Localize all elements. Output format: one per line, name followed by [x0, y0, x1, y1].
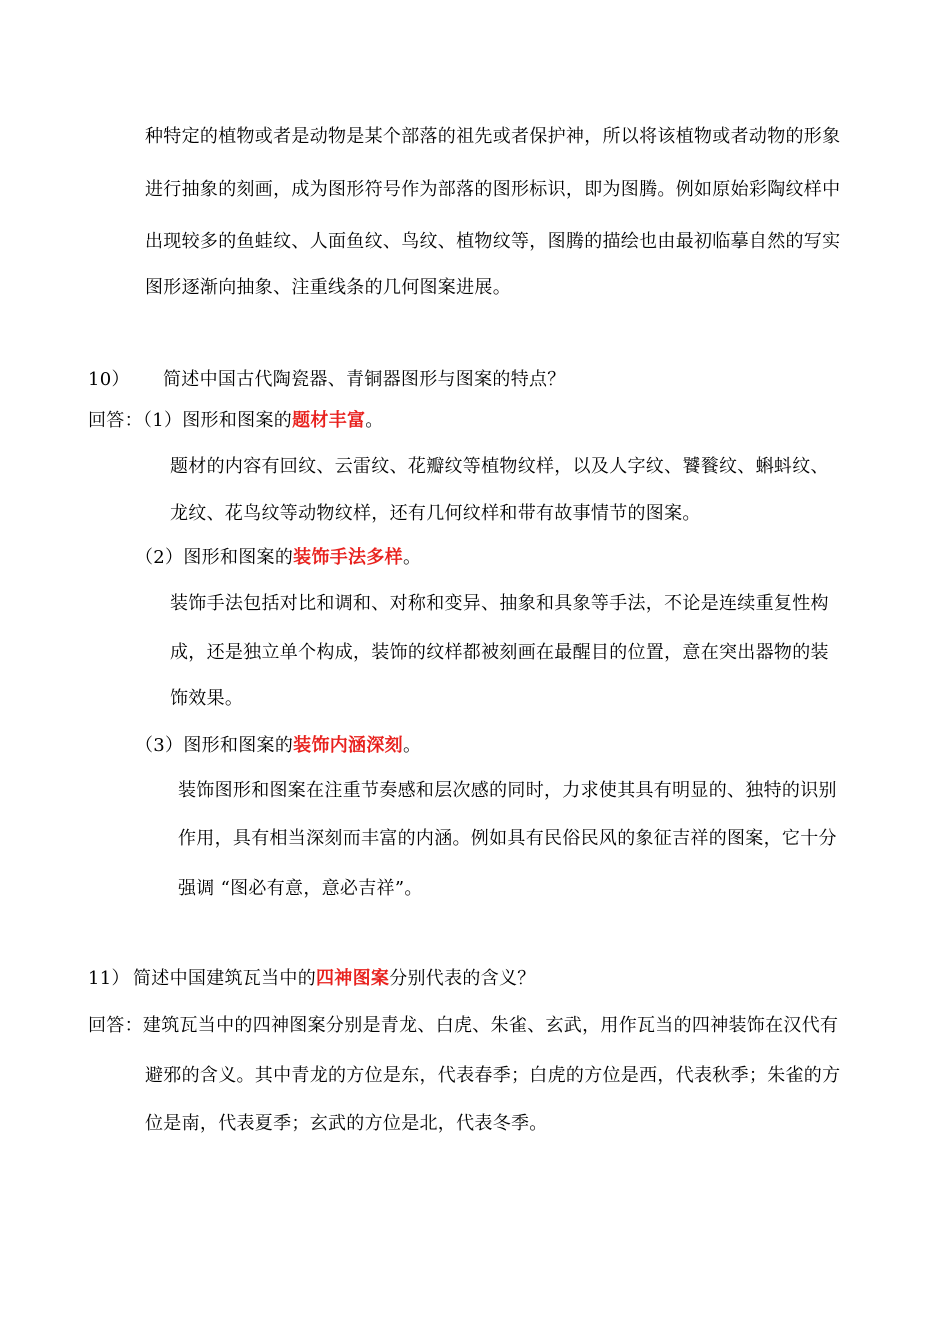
question-11-suffix: 分别代表的含义？ [389, 968, 536, 989]
point-2-line-3: 饰效果。 [170, 688, 244, 709]
question-11-prefix: 简述中国建筑瓦当中的 [133, 968, 316, 989]
point-3-highlight: 装饰内涵深刻 [293, 735, 403, 756]
point-1-line-2: 龙纹、花鸟纹等动物纹样，还有几何纹样和带有故事情节的图案。 [170, 503, 701, 524]
question-11-highlight: 四神图案 [316, 968, 390, 989]
question-10-text: 简述中国古代陶瓷器、青铜器图形与图案的特点？ [163, 369, 566, 390]
intro-line-1: 种特定的植物或者是动物是某个部落的祖先或者保护神，所以将该植物或者动物的形象 [145, 126, 841, 147]
question-11-answer-line-1: 建筑瓦当中的四神图案分别是青龙、白虎、朱雀、玄武，用作瓦当的四神装饰在汉代有 [142, 1015, 839, 1036]
intro-line-3: 出现较多的鱼蛙纹、人面鱼纹、鸟纹、植物纹等，图腾的描绘也由最初临摹自然的写实 [145, 231, 841, 252]
point-1-line-1: 题材的内容有回纹、云雷纹、花瓣纹等植物纹样，以及人字纹、饕餮纹、蝌蚪纹、 [170, 456, 829, 477]
question-10-number: 10） [88, 369, 130, 390]
point-2-line-2: 成，还是独立单个构成，装饰的纹样都被刻画在最醒目的位置，意在突出器物的装 [170, 642, 829, 663]
question-10-answer [88, 408, 384, 434]
point-3-heading-prefix: （3）图形和图案的 [135, 735, 294, 756]
question-11-text [133, 966, 536, 992]
point-3-line-3: 强调 “图必有意，意必吉祥”。 [178, 878, 423, 899]
point-2-highlight: 装饰手法多样 [293, 547, 403, 568]
question-11-number: 11） [88, 968, 130, 989]
intro-line-2: 进行抽象的刻画，成为图形符号作为部落的图形标识，即为图腾。例如原始彩陶纹样中 [145, 179, 841, 200]
point-3-heading [135, 733, 421, 759]
point-1-highlight: 题材丰富 [292, 410, 366, 431]
point-1-heading-suffix: 。 [365, 410, 384, 431]
answer-label: 回答： [88, 1015, 143, 1036]
point-3-line-1: 装饰图形和图案在注重节奏感和层次感的同时，力求使其具有明显的、独特的识别 [178, 780, 837, 801]
point-3-line-2: 作用，具有相当深刻而丰富的内涵。例如具有民俗民风的象征吉祥的图案，它十分 [178, 828, 837, 849]
question-11-answer [88, 1013, 838, 1039]
point-3-heading-suffix: 。 [402, 735, 422, 756]
point-2-line-1: 装饰手法包括对比和调和、对称和变异、抽象和具象等手法，不论是连续重复性构 [170, 593, 829, 614]
intro-line-4: 图形逐渐向抽象、注重线条的几何图案进展。 [145, 277, 511, 298]
point-2-heading-prefix: （2）图形和图案的 [135, 547, 294, 568]
answer-label: 回答： [88, 410, 143, 431]
point-2-heading [135, 545, 421, 571]
question-11-answer-line-2: 避邪的含义。其中青龙的方位是东，代表春季；白虎的方位是西，代表秋季；朱雀的方 [145, 1065, 841, 1086]
point-1-heading-prefix: （1）图形和图案的 [142, 410, 293, 431]
point-2-heading-suffix: 。 [402, 547, 422, 568]
question-11-answer-line-3: 位是南，代表夏季；玄武的方位是北，代表冬季。 [145, 1113, 548, 1134]
